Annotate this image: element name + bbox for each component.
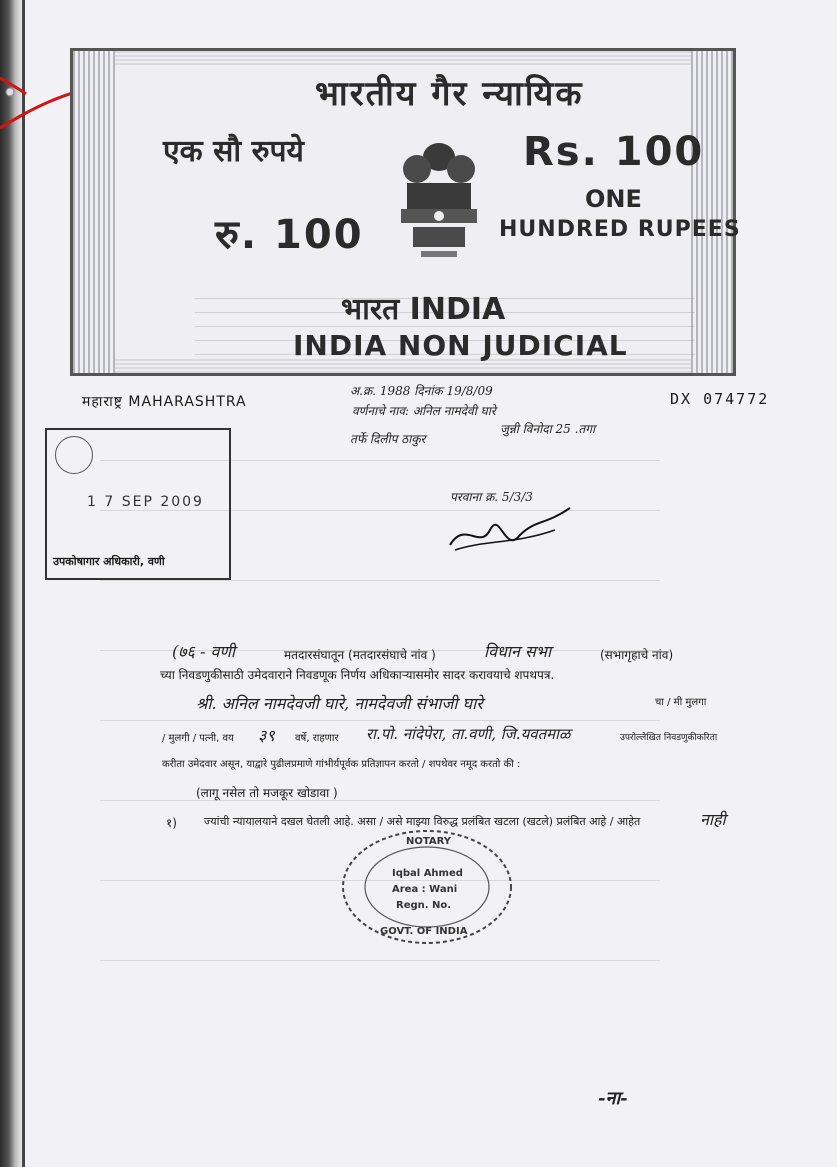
notary-line-4: GOVT. OF INDIA: [380, 926, 468, 937]
house-label: (सभागृहाचे नांव): [600, 648, 674, 662]
stamp-hindi-amount: एक सौ रुपये: [163, 134, 304, 169]
stamp-paper: [70, 48, 741, 376]
handwritten-license: परवाना क्र. 5/3/3: [450, 490, 533, 504]
notary-line-3: Regn. No.: [396, 900, 452, 911]
office-stamp-label: उपकोषागार अधिकारी, वणी: [53, 555, 165, 568]
stamp-amount-symbol: रु. 100: [215, 212, 364, 258]
handwritten-item-1-answer: नाही: [700, 810, 726, 829]
notary-line-2: Area : Wani: [392, 884, 458, 895]
name-suffix: चा / मी मुलगा: [655, 697, 707, 708]
ashoka-emblem-icon: [393, 135, 485, 265]
solemn-affirmation-line: करीता उमेदवार असून, याद्वारे पुढीलप्रमाणे गांभीर्यपूर्वक प्रतिज्ञापन करतो / शपथेवर नमूद करतो की :: [162, 759, 521, 770]
binding-edge: [0, 0, 22, 1167]
stamp-one: ONE: [585, 185, 642, 213]
handwritten-address: रा.पो. नांदेपेरा, ता.वणी, जि.यवतमाळ: [366, 725, 571, 743]
affidavit-title-line: च्या निवडणुकीसाठी उमेदवाराने निवडणूक निर्णय अधिकाऱ्यासमोर सादर करावयाचे शपथपत्र.: [160, 668, 555, 682]
office-stamp-date: 1 7 SEP 2009: [87, 494, 204, 510]
stamp-hundred-rupees: HUNDRED RUPEES: [499, 217, 741, 242]
stamp-amount-en: Rs. 100: [523, 129, 705, 175]
stamp-bharat-india: भारत INDIA: [341, 292, 506, 327]
office-seal-icon: [55, 436, 93, 474]
age-suffix: वर्षे, राहणार: [295, 733, 339, 744]
stamp-border-right: [691, 51, 733, 373]
notary-seal: [340, 828, 515, 946]
constituency-label: मतदारसंघातून (मतदारसंघाचे नांव ): [284, 648, 436, 662]
handwritten-constituency-no: (७६ - वणी: [172, 642, 236, 661]
notary-title: NOTARY: [406, 836, 452, 847]
notary-line-1: Iqbal Ahmed: [392, 868, 463, 879]
handwritten-house: विधान सभा: [484, 642, 552, 661]
address-suffix: उपरोल्लेखित निवडणुकीकरिता: [620, 733, 718, 743]
stamp-serial-number: DX 074772: [670, 390, 770, 408]
handwritten-age: ३९: [258, 726, 275, 745]
page-edge-line: [22, 0, 25, 1167]
handwritten-bottom-mark: -ना-: [598, 1088, 628, 1109]
handwritten-serial-date: अ.क्र. 1988 दिनांक 19/8/09: [350, 384, 493, 398]
state-label: महाराष्ट्र MAHARASHTRA: [82, 394, 247, 410]
treasury-office-stamp: [45, 428, 231, 580]
item-1-text: ज्यांची न्यायालयाने दखल घेतली आहे. असा / असे माझ्या विरुद्ध प्रलंबित खटला (खटले) प्रलंबित आहे / आहेत: [204, 815, 641, 828]
stamp-inner: [115, 65, 741, 362]
handwritten-via: तर्फे दिलीप ठाकुर: [350, 432, 426, 446]
stamp-hindi-title: भारतीय गैर न्यायिक: [315, 74, 584, 114]
handwritten-deponent-name: श्री. अनिल नामदेवजी घारे, नामदेवजी संभाजी घारे: [196, 694, 483, 713]
stamp-border-left: [73, 51, 115, 373]
item-1-number: १): [166, 816, 177, 830]
vendor-signature: [445, 500, 575, 560]
handwritten-place: जुन्नी विनोदा 25 .तगा: [500, 422, 596, 436]
gender-label: / मुलगी / पत्नी, वय: [162, 733, 234, 744]
stamp-non-judicial: INDIA NON JUDICIAL: [293, 329, 628, 362]
handwritten-vendor: वर्णनाचे नाव: अनिल नामदेवी घारे: [352, 404, 496, 418]
strike-note: (लागू नसेल तो मजकूर खोडावा ): [196, 786, 338, 800]
